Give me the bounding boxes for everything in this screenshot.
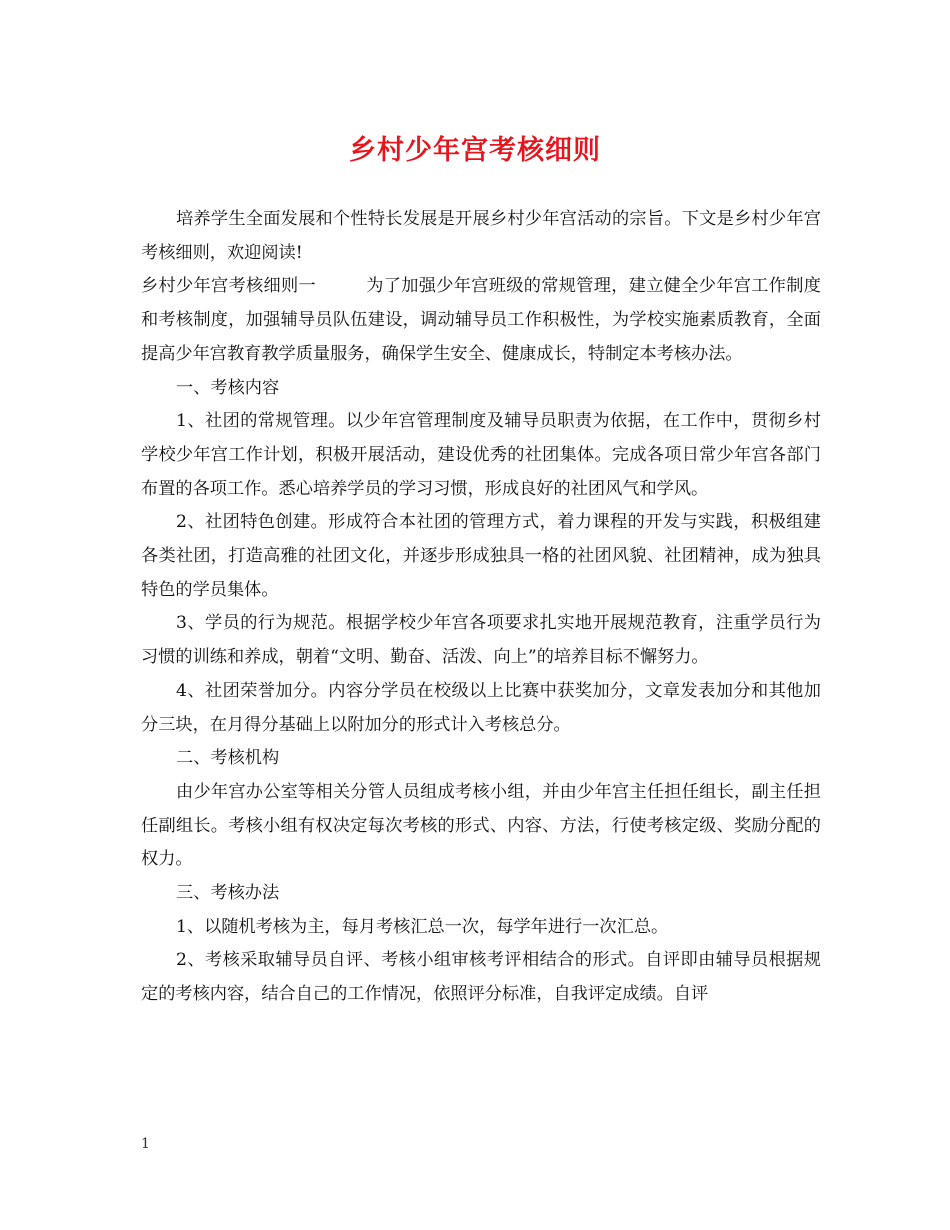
section1-lead: 乡村少年宫考核细则一 (141, 276, 316, 297)
section1-text: 为了加强少年宫班级的常规管理，建立健全少年宫工作制度和考核制度，加强辅导员队伍建设，调动辅导员工作积极性，为学校实施素质教育，全面提高少年宫教育教学质量服务，确保学生安全、健康成长，特制定本考核办法。 (141, 276, 821, 364)
section1-paragraph (141, 270, 821, 371)
paragraph-item-4: 4、社团荣誉加分。内容分学员在校级以上比赛中获奖加分，文章发表加分和其他加分三块，在月得分基础上以附加分的形式计入考核总分。 (141, 680, 821, 735)
intro-paragraph: 培养学生全面发展和个性特长发展是开展乡村少年宫活动的宗旨。下文是乡村少年宫考核细则，欢迎阅读! (141, 209, 821, 263)
page-number: 1 (141, 1136, 150, 1152)
paragraph-assessment-body: 由少年宫办公室等相关分管人员组成考核小组，并由少年宫主任担任组长，副主任担任副组长。考核小组有权决定每次考核的形式、内容、方法，行使考核定级、奖励分配的权力。 (141, 781, 821, 870)
paragraph-item-1: 1、社团的常规管理。以少年宫管理制度及辅导员职责为依据，在工作中，贯彻乡村学校少年宫工作计划，积极开展活动，建设优秀的社团集体。完成各项日常少年宫各部门布置的各项工作。悉心培养学员的学习习惯，形成良好的社团风气和学风。 (141, 411, 821, 499)
paragraph-method-1: 1、以随机考核为主，每月考核汇总一次，每学年进行一次汇总。 (176, 916, 669, 937)
heading-assessment-body: 二、考核机构 (176, 748, 280, 769)
heading-assessment-method: 三、考核办法 (176, 883, 280, 904)
document-title: 乡村少年宫考核细则 (349, 135, 601, 166)
paragraph-method-2: 2、考核采取辅导员自评、考核小组审核考评相结合的形式。自评即由辅导员根据规定的考核内容，结合自己的工作情况，依照评分标准，自我评定成绩。自评 (141, 950, 821, 1005)
paragraph-item-3: 3、学员的行为规范。根据学校少年宫各项要求扎实地开展规范教育，注重学员行为习惯的训练和养成，朝着“文明、勤奋、活泼、向上”的培养目标不懈努力。 (141, 613, 821, 668)
paragraph-item-2: 2、社团特色创建。形成符合本社团的管理方式，着力课程的开发与实践，积极组建各类社团，打造高雅的社团文化，并逐步形成独具一格的社团风貌、社团精神，成为独具特色的学员集体。 (141, 512, 821, 600)
heading-assessment-content: 一、考核内容 (176, 377, 280, 398)
document-body (141, 203, 821, 1012)
